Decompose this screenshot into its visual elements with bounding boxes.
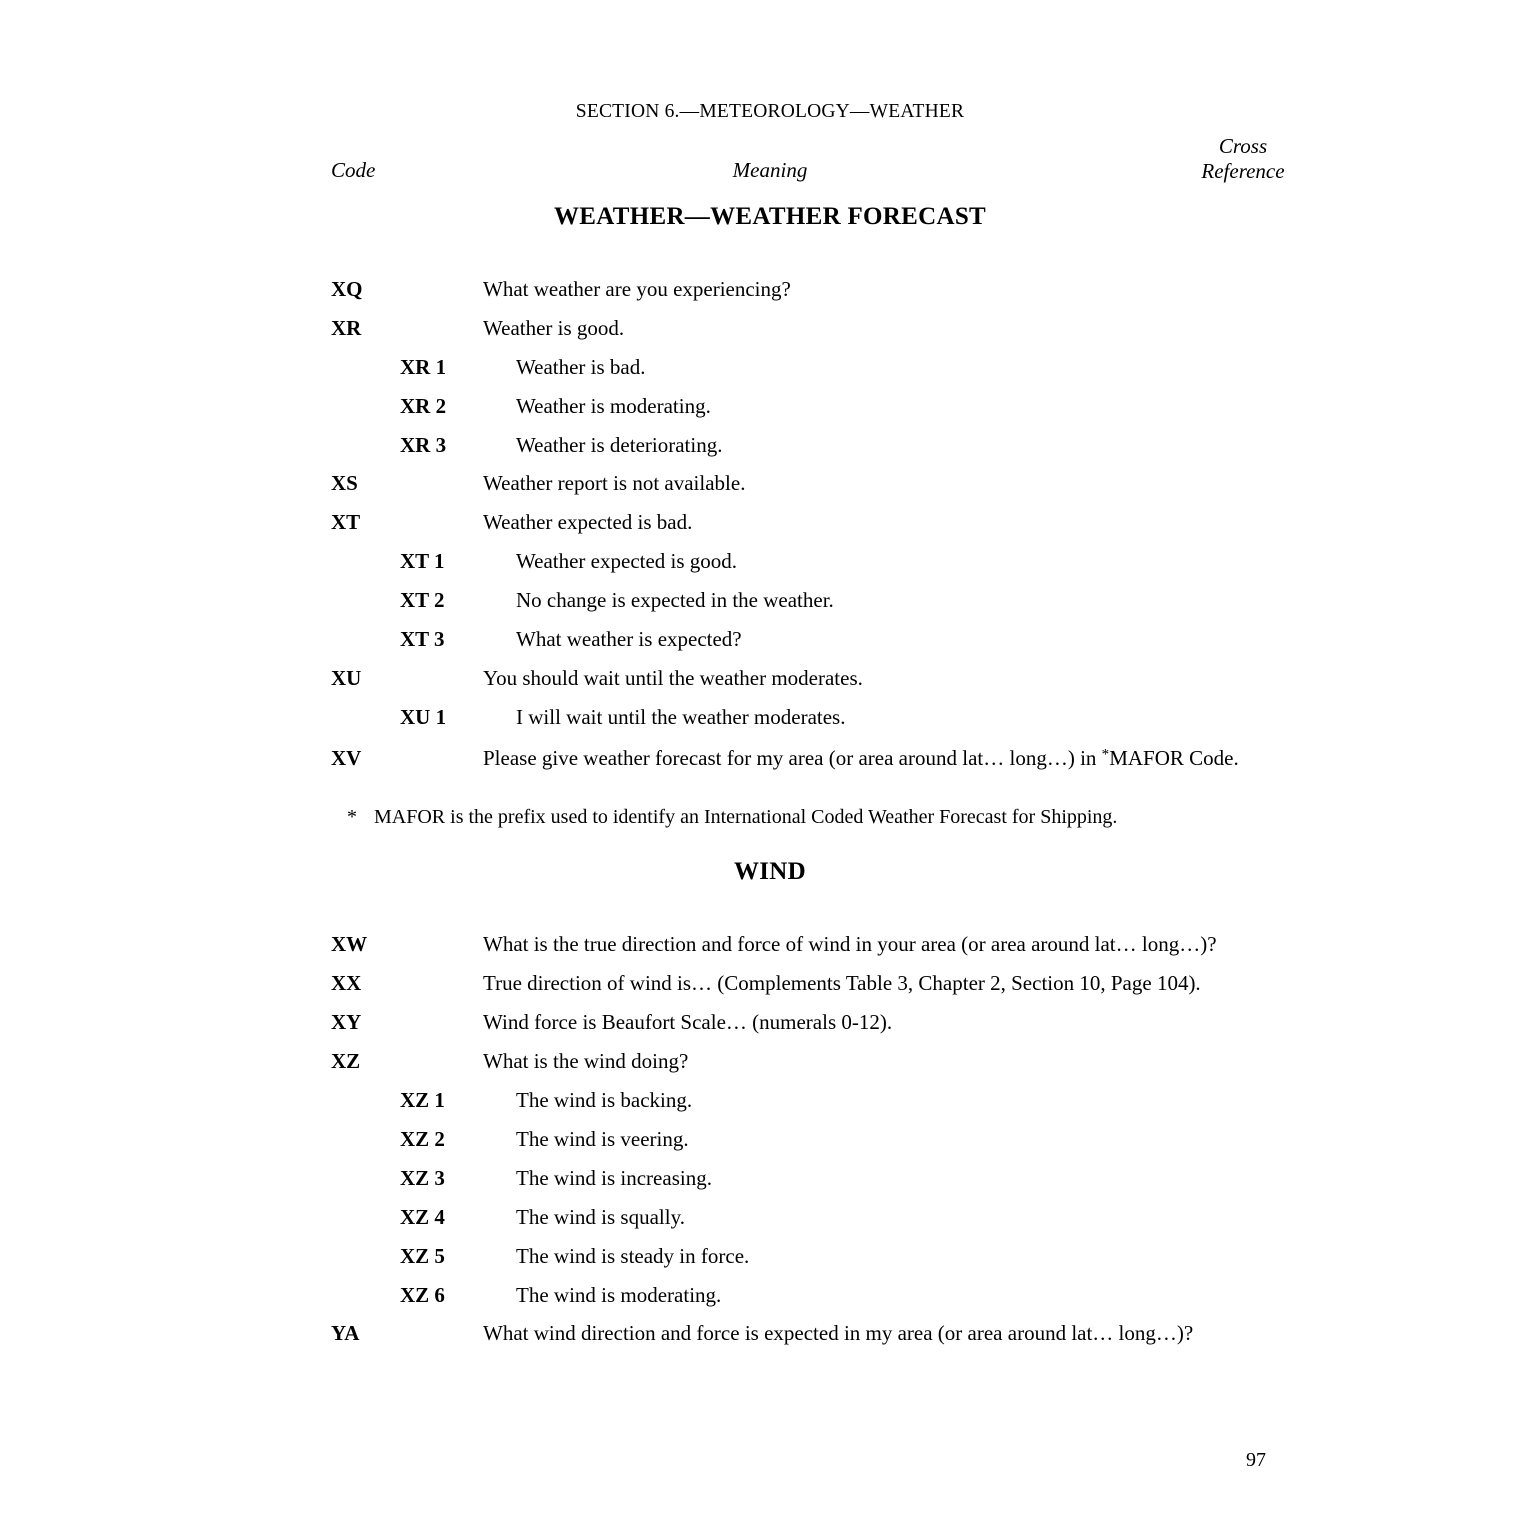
entry-code: XZ 5 — [400, 1244, 445, 1268]
entry-meaning: Weather is good. — [483, 316, 625, 340]
entry-meaning: Weather expected is bad. — [483, 510, 693, 534]
running-head: SECTION 6.—METEOROLOGY—WEATHER — [575, 101, 965, 122]
code-entry-row — [0, 588, 1540, 614]
footnote — [347, 806, 1117, 829]
code-entry-row — [0, 549, 1540, 575]
entry-code: XZ — [331, 1049, 361, 1073]
code-entry-row — [0, 1049, 1540, 1075]
entry-meaning: Weather report is not available. — [483, 471, 746, 495]
entry-meaning: What wind direction and force is expected in my area (or area around lat… long…)? — [483, 1321, 1194, 1345]
entry-code: YA — [331, 1321, 360, 1345]
code-entry-row — [0, 1010, 1540, 1036]
entry-code: XZ 3 — [400, 1166, 445, 1190]
entry-code: XT — [331, 510, 361, 534]
entry-meaning: You should wait until the weather moderates. — [483, 666, 863, 690]
entry-meaning: I will wait until the weather moderates. — [516, 705, 846, 729]
entry-meaning: The wind is backing. — [516, 1088, 693, 1112]
entry-code: XZ 4 — [400, 1205, 445, 1229]
entry-meaning: The wind is squally. — [516, 1205, 685, 1229]
code-entry-row — [0, 1321, 1540, 1347]
code-entry-row — [0, 1244, 1540, 1270]
entry-code: XX — [331, 971, 362, 995]
entry-code: XW — [331, 932, 368, 956]
code-entry-row — [0, 355, 1540, 381]
entry-meaning: The wind is moderating. — [516, 1283, 722, 1307]
entry-code: XR 3 — [400, 433, 447, 457]
entry-code: XT 3 — [400, 627, 445, 651]
code-entry-row — [0, 471, 1540, 497]
entry-code: XR 2 — [400, 394, 447, 418]
entry-code: XQ — [331, 277, 363, 301]
code-entry-row — [0, 316, 1540, 342]
code-entry-row — [0, 1127, 1540, 1153]
entry-code: XR — [331, 316, 362, 340]
entry-code: XR 1 — [400, 355, 447, 379]
code-entry-row — [0, 746, 1540, 772]
page-number: 97 — [1246, 1449, 1266, 1471]
entry-code: XU — [331, 666, 362, 690]
code-entry-row — [0, 1205, 1540, 1231]
entry-code: XY — [331, 1010, 362, 1034]
column-header-code: Code — [331, 158, 376, 182]
code-entry-row — [0, 394, 1540, 420]
entry-meaning: What weather are you experiencing? — [483, 277, 791, 301]
column-header-cross-reference-line2: Reference — [1201, 159, 1285, 183]
entry-meaning: True direction of wind is… (Complements Table 3, Chapter 2, Section 10, Page 104). — [483, 971, 1201, 995]
entry-meaning: What is the true direction and force of wind in your area (or area around lat… long…)? — [483, 932, 1217, 956]
code-entry-row — [0, 971, 1540, 997]
code-entry-row — [0, 705, 1540, 731]
column-header-cross-reference-line1: Cross — [1218, 134, 1268, 158]
entry-meaning: What weather is expected? — [516, 627, 742, 651]
entry-meaning: The wind is steady in force. — [516, 1244, 750, 1268]
footnote-text: MAFOR is the prefix used to identify an International Coded Weather Forecast for Shipping. — [374, 806, 1118, 828]
code-entry-row — [0, 627, 1540, 653]
code-entry-row — [0, 932, 1540, 958]
entry-meaning: The wind is increasing. — [516, 1166, 712, 1190]
entry-meaning: Weather is moderating. — [516, 394, 711, 418]
entry-code: XZ 6 — [400, 1283, 445, 1307]
footnote-marker: * — [347, 806, 357, 828]
code-entry-row — [0, 1283, 1540, 1309]
code-entry-row — [0, 433, 1540, 459]
entry-meaning: Please give weather forecast for my area (or area around lat… long…) in *MAFOR Code. — [483, 746, 1239, 770]
code-entry-row — [0, 1088, 1540, 1114]
section-title-wind: WIND — [733, 858, 807, 885]
footnote-reference-marker: * — [1101, 746, 1110, 763]
entry-meaning: Wind force is Beaufort Scale… (numerals 0-12). — [483, 1010, 893, 1034]
entry-code: XU 1 — [400, 705, 447, 729]
entry-code: XT 1 — [400, 549, 445, 573]
entry-code: XZ 2 — [400, 1127, 445, 1151]
code-entry-row — [0, 277, 1540, 303]
entry-meaning: Weather is bad. — [516, 355, 646, 379]
entry-code: XV — [331, 746, 362, 770]
code-entry-row — [0, 510, 1540, 536]
entry-meaning: The wind is veering. — [516, 1127, 689, 1151]
entry-meaning: Weather expected is good. — [516, 549, 738, 573]
section-title-weather-forecast: WEATHER—WEATHER FORECAST — [553, 203, 987, 230]
entry-meaning: Weather is deteriorating. — [516, 433, 723, 457]
code-entry-row — [0, 1166, 1540, 1192]
entry-code: XT 2 — [400, 588, 445, 612]
code-entry-row — [0, 666, 1540, 692]
column-header-meaning: Meaning — [732, 158, 808, 182]
column-header-cross-reference — [1143, 134, 1343, 184]
entry-meaning: No change is expected in the weather. — [516, 588, 834, 612]
entry-code: XS — [331, 471, 358, 495]
entry-meaning: What is the wind doing? — [483, 1049, 689, 1073]
entry-code: XZ 1 — [400, 1088, 445, 1112]
